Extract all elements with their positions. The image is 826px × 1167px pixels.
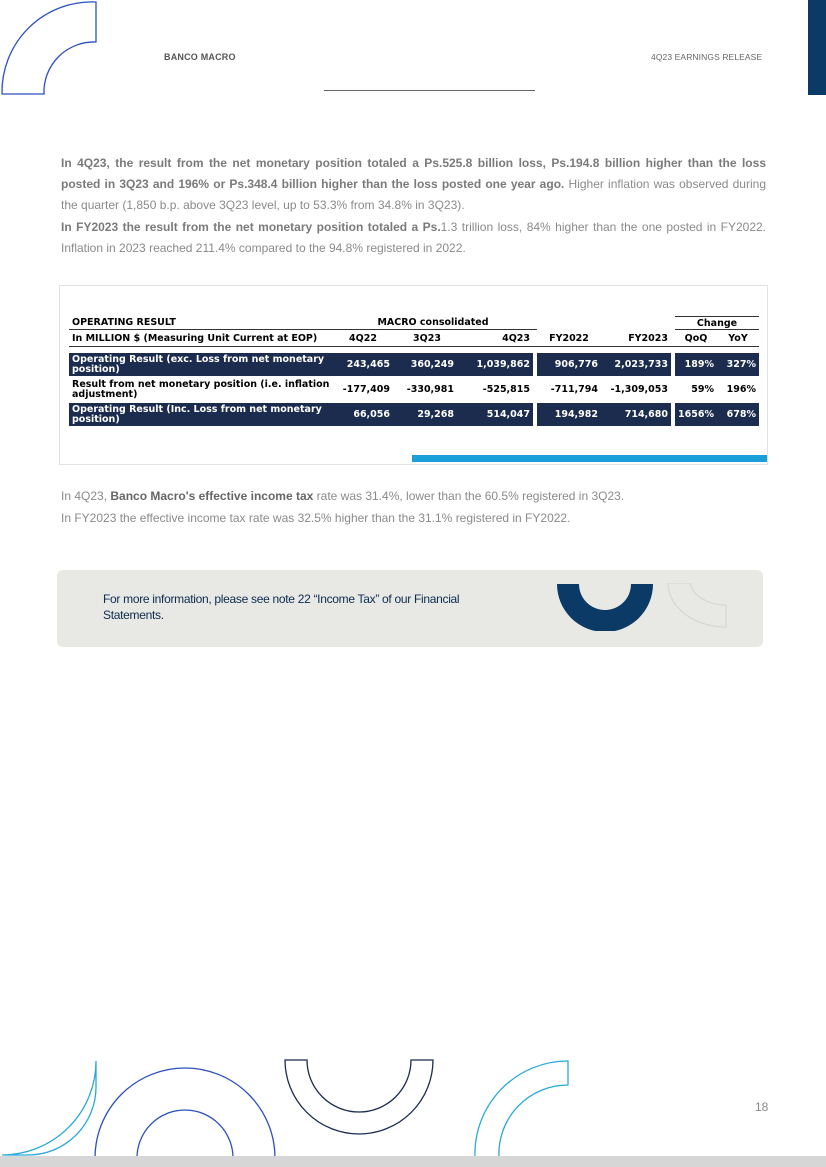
row-value: 59% [691, 384, 714, 395]
header-company: BANCO MACRO [164, 52, 236, 62]
table-units-label: In MILLION $ (Measuring Unit Current at EOP) [69, 330, 333, 347]
info-box-arc-icon [555, 583, 730, 631]
row-value: 906,776 [537, 353, 601, 376]
row-value: -330,981 [406, 384, 454, 395]
col-header: YoY [717, 330, 759, 347]
table-row [69, 403, 759, 426]
row-value: -525,815 [482, 384, 530, 395]
paragraph-income-tax-bold: Banco Macro's effective income tax [110, 489, 314, 503]
row-value: 327% [717, 353, 759, 376]
row-value: 1656% [675, 403, 717, 426]
paragraph-income-tax-fy2023: In FY2023 the effective income tax rate was 32.5% higher than the 31.1% registered in FY2022. [61, 511, 571, 525]
paragraph-income-tax-prefix: In 4Q23, [61, 489, 111, 503]
row-value: 243,465 [333, 353, 393, 376]
row-value: 194,982 [537, 403, 601, 426]
table-accent-bar [412, 455, 767, 462]
info-box-text: For more information, please see note 22 “Income Tax” of our Financial Statements. [103, 592, 460, 622]
row-value: -711,794 [550, 384, 598, 395]
header-arc-logo [0, 0, 100, 100]
row-value: 189% [675, 353, 717, 376]
paragraph-income-tax-rest: rate was 31.4%, lower than the 60.5% registered in 3Q23. [313, 489, 625, 503]
row-value: 29,268 [397, 403, 457, 426]
header-divider [324, 90, 535, 91]
table-row [69, 353, 759, 376]
paragraph-4q23-bold: In 4Q23, the result from the net monetary position totaled a Ps.525.8 billion loss, Ps.194.8 billion higher than the loss posted in 3Q23 and 196% or Ps.348.4 billion higher than the loss posted one year ago. [61, 156, 766, 191]
table-change-header: Change [675, 316, 759, 330]
row-value: 1,039,862 [461, 353, 533, 376]
row-value: 360,249 [397, 353, 457, 376]
operating-result-table [69, 316, 759, 426]
row-label: Operating Result (Inc. Loss from net monetary position) [69, 403, 333, 426]
paragraph-fy2023-monetary [61, 217, 766, 259]
paragraph-fy2023-rest: 1.3 trillion loss, 84% higher than the one posted in FY2022. Inflation in 2023 reached 211.4% compared to the 94.8% registered in 2022. [61, 220, 767, 255]
footer-arcs-decoration [0, 1055, 600, 1160]
paragraph-income-tax [61, 485, 766, 529]
row-value: 714,680 [601, 403, 671, 426]
row-label: Operating Result (exc. Loss from net monetary position) [69, 353, 333, 376]
paragraph-4q23-monetary [61, 153, 766, 216]
corner-accent-bar [808, 0, 826, 95]
col-header: 4Q22 [333, 330, 393, 347]
header-report-title: 4Q23 EARNINGS RELEASE [651, 52, 763, 62]
row-value: 196% [726, 384, 756, 395]
row-value: 2,023,733 [601, 353, 671, 376]
col-header: 4Q23 [461, 330, 533, 347]
footer-bar [0, 1156, 826, 1167]
table-header-row-1 [69, 316, 759, 330]
page-number: 18 [755, 1100, 769, 1114]
col-header: FY2023 [601, 330, 671, 347]
table-header-row-2 [69, 330, 759, 347]
col-header: QoQ [675, 330, 717, 347]
row-value: 66,056 [333, 403, 393, 426]
col-header: 3Q23 [397, 330, 457, 347]
paragraph-income-tax-4q23 [61, 485, 766, 507]
row-label: Result from net monetary position (i.e. inflation adjustment) [72, 378, 330, 400]
row-value: 678% [717, 403, 759, 426]
table-title: OPERATING RESULT [69, 316, 333, 330]
paragraph-4q23-rest: Higher inflation was observed during the quarter (1,850 b.p. above 3Q23 level, up to 53.3% from 34.8% in 3Q23). [61, 177, 766, 212]
table-row [69, 378, 759, 401]
paragraph-fy2023-bold: In FY2023 the result from the net monetary position totaled a Ps. [61, 220, 441, 234]
row-value: -177,409 [342, 384, 390, 395]
col-header: FY2022 [537, 330, 601, 347]
table-group-header: MACRO consolidated [333, 316, 533, 330]
row-value: 514,047 [461, 403, 533, 426]
row-value: -1,309,053 [610, 384, 668, 395]
